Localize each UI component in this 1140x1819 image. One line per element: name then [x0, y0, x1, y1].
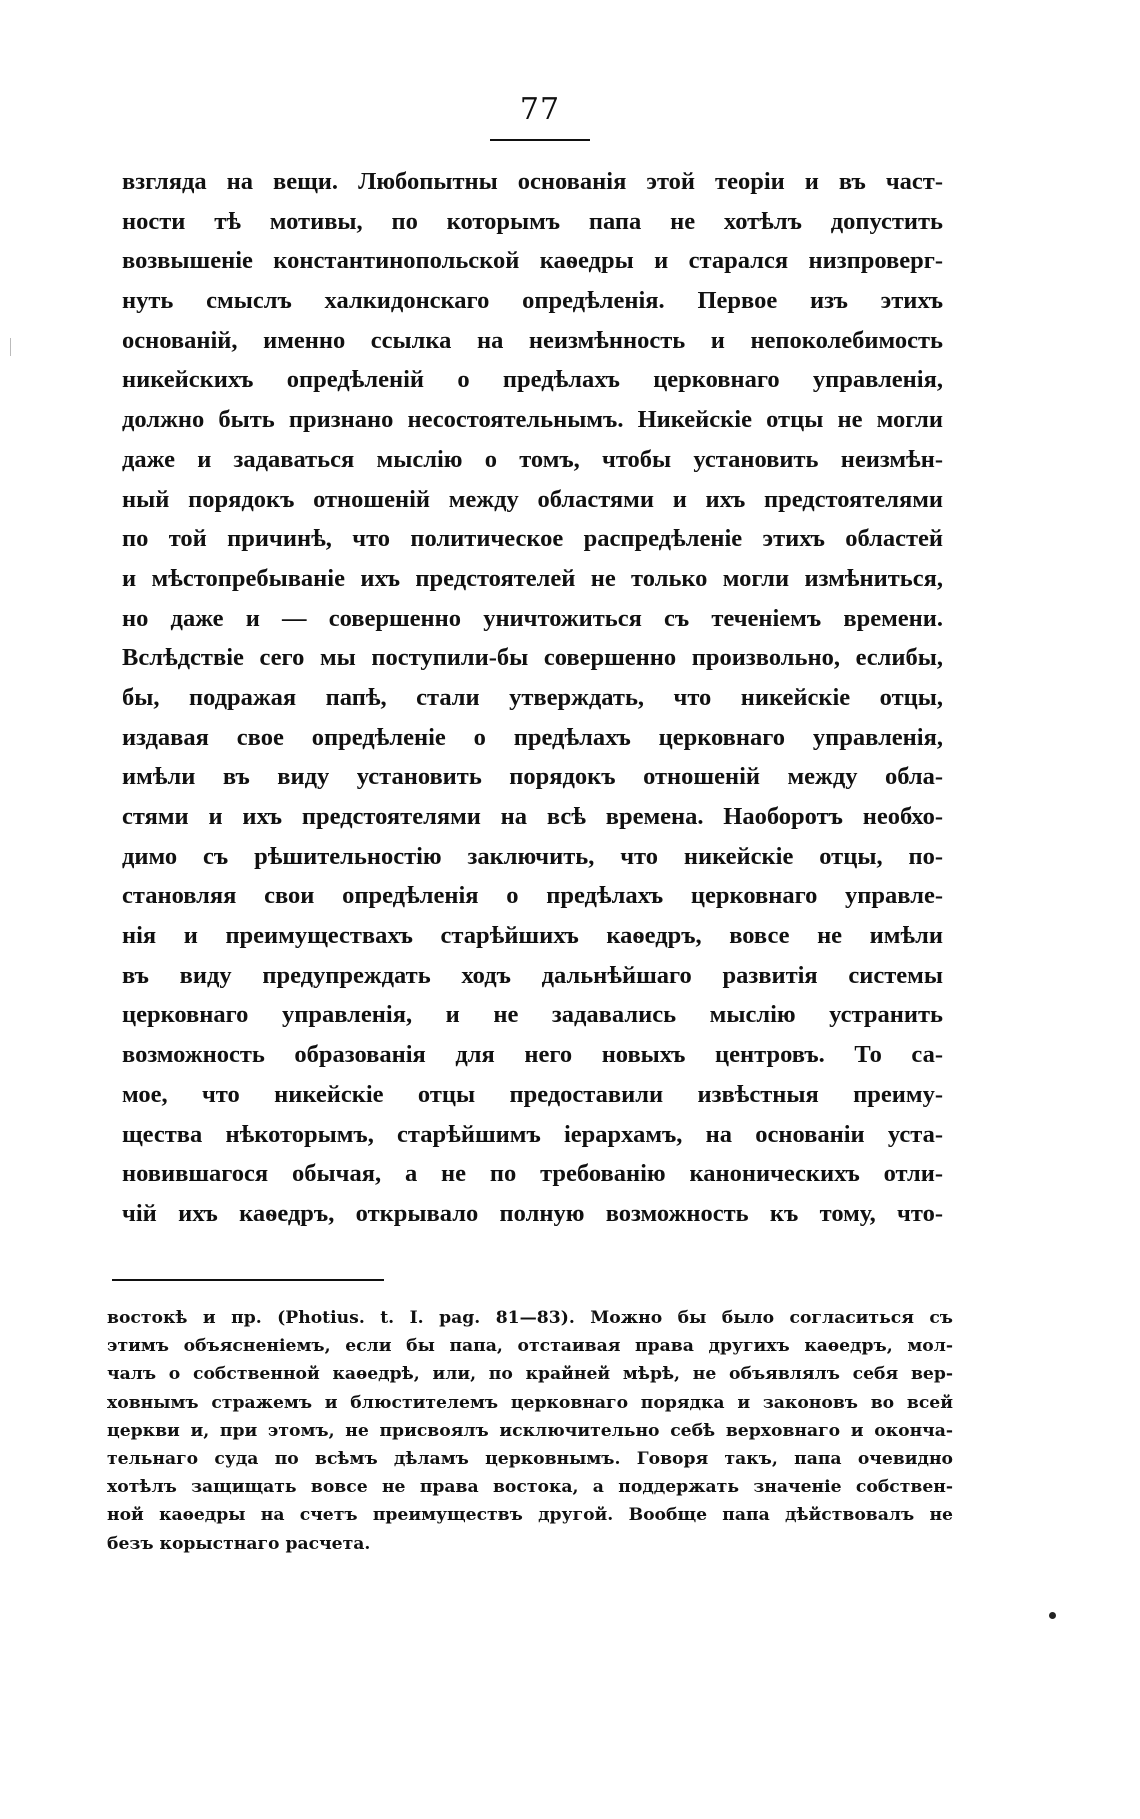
- text-line: нуть смыслъ халкидонскаго опредѣленія. Первое изъ этихъ: [122, 287, 943, 315]
- text-line: должно быть признано несостоятельнымъ. Никейскіе отцы не могли: [122, 406, 943, 434]
- text-line: щества нѣкоторымъ, старѣйшимъ іерархамъ, на основаніи уста-: [122, 1120, 943, 1148]
- text-line: и мѣстопребываніе ихъ предстоятелей не только могли измѣниться,: [122, 564, 943, 592]
- text-line: бы, подражая папѣ, стали утверждать, что никейскіе отцы,: [122, 683, 943, 711]
- text-line: возможность образованія для него новыхъ центровъ. То са-: [122, 1041, 943, 1069]
- text-line: по той причинѣ, что политическое распредѣленіе этихъ областей: [122, 525, 943, 553]
- text-line: ности тѣ мотивы, по которымъ папа не хотѣлъ допустить: [122, 207, 943, 235]
- text-line: основаній, именно ссылка на неизмѣнность и непоколебимость: [122, 326, 943, 354]
- footnote-separator: [112, 1279, 384, 1281]
- footnote-line: безъ корыстнаго расчета.: [107, 1533, 371, 1554]
- text-line: чій ихъ каѳедръ, открывало полную возможность къ тому, что-: [122, 1199, 943, 1227]
- text-line: Вслѣдствіе сего мы поступили-бы совершенно произвольно, еслибы,: [122, 644, 943, 672]
- page-number-underline: [490, 139, 590, 141]
- text-line: мое, что никейскіе отцы предоставили извѣстныя преиму-: [122, 1080, 943, 1108]
- text-line: димо съ рѣшительностію заключить, что никейскіе отцы, по-: [122, 842, 943, 870]
- text-line: церковнаго управленія, и не задавались мыслію устранить: [122, 1001, 943, 1029]
- footnote-line: этимъ объясненіемъ, если бы папа, отстаивая права другихъ каѳедръ, мол-: [107, 1336, 953, 1357]
- footnote-line: хотѣлъ защищать вовсе не права востока, а поддержать значеніе собствен-: [107, 1477, 953, 1498]
- text-line: ный порядокъ отношеній между областями и ихъ предстоятелями: [122, 485, 943, 513]
- scan-margin-mark: [10, 338, 11, 356]
- text-line: новившагося обычая, а не по требованію каноническихъ отли-: [122, 1160, 943, 1188]
- text-line: но даже и — совершенно уничтожиться съ теченіемъ времени.: [122, 604, 943, 632]
- text-line: издавая свое опредѣленіе о предѣлахъ церковнаго управленія,: [122, 723, 943, 751]
- text-line: имѣли въ виду установить порядокъ отношеній между обла-: [122, 763, 943, 791]
- footnote-line: ной каѳедры на счетъ преимуществъ другой. Вообще папа дѣйствовалъ не: [107, 1505, 953, 1526]
- main-text: [122, 162, 943, 1234]
- footnote: [107, 1304, 953, 1558]
- footnote-line: ховнымъ стражемъ и блюстителемъ церковнаго порядка и законовъ во всей: [107, 1392, 953, 1413]
- text-line: возвышеніе константинопольской каѳедры и старался низпроверг-: [122, 247, 943, 275]
- text-line: становляя свои опредѣленія о предѣлахъ церковнаго управле-: [122, 882, 943, 910]
- footnote-line: церкви и, при этомъ, не присвоялъ исключительно себѣ верховнаго и оконча-: [107, 1420, 953, 1441]
- text-line: нія и преимуществахъ старѣйшихъ каѳедръ, вовсе не имѣли: [122, 922, 943, 950]
- text-line: взгляда на вещи. Любопытны основанія этой теоріи и въ част-: [122, 168, 943, 195]
- footnote-line: тельнаго суда по всѣмъ дѣламъ церковнымъ. Говоря такъ, папа очевидно: [107, 1448, 953, 1469]
- footnote-line: чалъ о собственной каѳедрѣ, или, по крайней мѣрѣ, не объявлялъ себя вер-: [107, 1364, 953, 1385]
- text-line: никейскихъ опредѣленій о предѣлахъ церковнаго управленія,: [122, 366, 943, 394]
- text-line: стями и ихъ предстоятелями на всѣ времена. Наоборотъ необхо-: [122, 803, 943, 830]
- ink-speck: [1049, 1612, 1056, 1619]
- text-line: даже и задаваться мыслію о томъ, чтобы установить неизмѣн-: [122, 445, 943, 473]
- footnote-line: востокѣ и пр. (Photius. t. I. pag. 81—83). Можно бы было согласиться съ: [107, 1308, 953, 1328]
- page-number: 77: [519, 92, 561, 127]
- text-line: въ виду предупреждать ходъ дальнѣйшаго развитія системы: [122, 961, 943, 989]
